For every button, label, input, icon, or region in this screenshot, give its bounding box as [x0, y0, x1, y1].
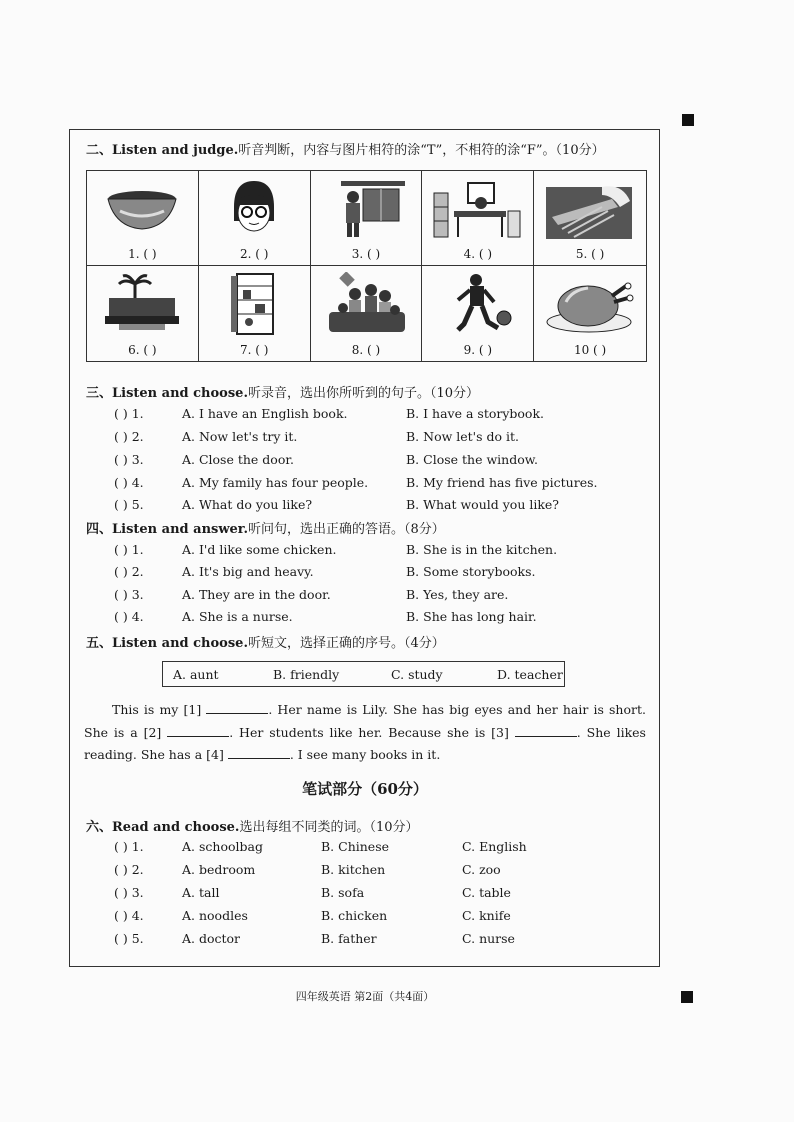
- option-b: B. Some storybooks.: [406, 564, 536, 579]
- option-a: A. They are in the door.: [182, 587, 331, 602]
- option-a: A. She is a nurse.: [182, 609, 293, 624]
- word-option: B. friendly: [273, 667, 340, 682]
- option-c: C. nurse: [462, 931, 515, 946]
- option-a: A. I have an English book.: [182, 406, 348, 421]
- option-b: B. She is in the kitchen.: [406, 542, 558, 557]
- option-c: C. knife: [462, 908, 511, 923]
- option-b: B. sofa: [321, 885, 365, 900]
- option-a: A. I'd like some chicken.: [182, 542, 337, 557]
- option-a: A. bedroom: [182, 862, 256, 877]
- picture-label[interactable]: 10 ( ): [573, 343, 607, 357]
- picture-cell-5: [534, 171, 646, 266]
- picture-cell-3: [311, 171, 423, 266]
- blank-2[interactable]: [167, 725, 229, 737]
- option-b: B. Now let's do it.: [406, 429, 520, 444]
- picture-label[interactable]: 9. ( ): [463, 343, 493, 357]
- section-6-title: 六、Read and choose.选出每组不同类的词。（10分）: [86, 820, 419, 835]
- option-c: C. English: [462, 839, 527, 854]
- picture-cell-2: [199, 171, 311, 266]
- option-a: A. My family has four people.: [182, 475, 369, 490]
- picture-grid: [86, 170, 647, 362]
- picture-label[interactable]: 2. ( ): [239, 247, 269, 261]
- option-a: A. What do you like?: [182, 497, 313, 512]
- option-c: C. zoo: [462, 862, 501, 877]
- picture-cell-9: [422, 266, 534, 361]
- option-a: A. noodles: [182, 908, 248, 923]
- boy-window-icon: [319, 177, 413, 241]
- answer-blank[interactable]: ( ) 1.: [114, 406, 144, 421]
- girl-glasses-icon: [207, 177, 301, 241]
- section-4-title: 四、Listen and answer.听问句，选出正确的答语。（8分）: [86, 522, 445, 537]
- option-b: B. I have a storybook.: [406, 406, 545, 421]
- word-option: A. aunt: [173, 667, 219, 682]
- answer-blank[interactable]: ( ) 4.: [114, 908, 144, 923]
- answer-blank[interactable]: ( ) 2.: [114, 862, 144, 877]
- option-b: B. chicken: [321, 908, 388, 923]
- word-option: D. teacher: [497, 667, 563, 682]
- answer-blank[interactable]: ( ) 1.: [114, 839, 144, 854]
- option-b: B. My friend has five pictures.: [406, 475, 598, 490]
- picture-label[interactable]: 8. ( ): [351, 343, 381, 357]
- option-b: B. Close the window.: [406, 452, 538, 467]
- answer-blank[interactable]: ( ) 5.: [114, 931, 144, 946]
- option-a: A. It's big and heavy.: [182, 564, 314, 579]
- picture-cell-7: [199, 266, 311, 361]
- answer-blank[interactable]: ( ) 3.: [114, 587, 144, 602]
- answer-blank[interactable]: ( ) 3.: [114, 452, 144, 467]
- family-photo-icon: [319, 272, 413, 336]
- option-b: B. She has long hair.: [406, 609, 537, 624]
- written-part-title: 笔试部分（60分）: [302, 780, 428, 798]
- picture-label[interactable]: 7. ( ): [239, 343, 269, 357]
- option-a: A. tall: [182, 885, 220, 900]
- answer-blank[interactable]: ( ) 4.: [114, 475, 144, 490]
- option-a: A. schoolbag: [182, 839, 263, 854]
- picture-label[interactable]: 4. ( ): [463, 247, 493, 261]
- picture-cell-4: [422, 171, 534, 266]
- picture-cell-6: [87, 266, 199, 361]
- option-a: A. doctor: [182, 931, 241, 946]
- blank-3[interactable]: [515, 725, 577, 737]
- picture-label[interactable]: 5. ( ): [575, 247, 605, 261]
- option-a: A. Close the door.: [182, 452, 294, 467]
- basketball-player-icon: [430, 272, 524, 336]
- page-footer: 四年级英语 第2面（共4面）: [295, 990, 435, 1003]
- picture-label[interactable]: 6. ( ): [128, 343, 157, 357]
- fridge-icon: [207, 272, 301, 336]
- option-a: A. Now let's try it.: [182, 429, 298, 444]
- option-b: B. Chinese: [321, 839, 390, 854]
- living-room-icon: [95, 272, 189, 336]
- answer-blank[interactable]: ( ) 2.: [114, 429, 144, 444]
- answer-blank[interactable]: ( ) 4.: [114, 609, 144, 624]
- option-b: B. kitchen: [321, 862, 386, 877]
- picture-label[interactable]: 1. ( ): [128, 247, 157, 261]
- word-bank: [162, 661, 565, 687]
- reading-passage: This is my [1] . Her name is Lily. She has big eyes and her hair is short. She is a [2] . Her students like her. Because she is [3] . She likes reading. She has a [4] . I see many books in it.: [84, 702, 646, 762]
- blank-1[interactable]: [206, 702, 268, 714]
- answer-blank[interactable]: ( ) 3.: [114, 885, 144, 900]
- section-2-title: 二、Listen and judge.听音判断，内容与图片相符的涂“T”，不相符的涂“F”。（10分）: [86, 143, 605, 158]
- option-b: B. Yes, they are.: [406, 587, 509, 602]
- picture-cell-1: [87, 171, 199, 266]
- option-b: B. father: [321, 931, 377, 946]
- option-b: B. What would you like?: [406, 497, 560, 512]
- corner-mark-top: [682, 114, 694, 126]
- option-c: C. table: [462, 885, 511, 900]
- answer-blank[interactable]: ( ) 2.: [114, 564, 144, 579]
- section-3-title: 三、Listen and choose.听录音，选出你所听到的句子。（10分）: [86, 386, 480, 401]
- roast-chicken-icon: [542, 272, 636, 336]
- bowl-icon: [95, 177, 189, 241]
- picture-cell-8: [311, 266, 423, 361]
- blank-4[interactable]: [228, 747, 290, 759]
- answer-blank[interactable]: ( ) 1.: [114, 542, 144, 557]
- picture-label[interactable]: 3. ( ): [351, 247, 381, 261]
- knife-chopping-icon: [542, 177, 636, 241]
- study-room-icon: [430, 177, 524, 241]
- word-option: C. study: [391, 667, 443, 682]
- picture-cell-10: [534, 266, 646, 361]
- answer-blank[interactable]: ( ) 5.: [114, 497, 144, 512]
- section-5-title: 五、Listen and choose.听短文，选择正确的序号。（4分）: [86, 636, 445, 651]
